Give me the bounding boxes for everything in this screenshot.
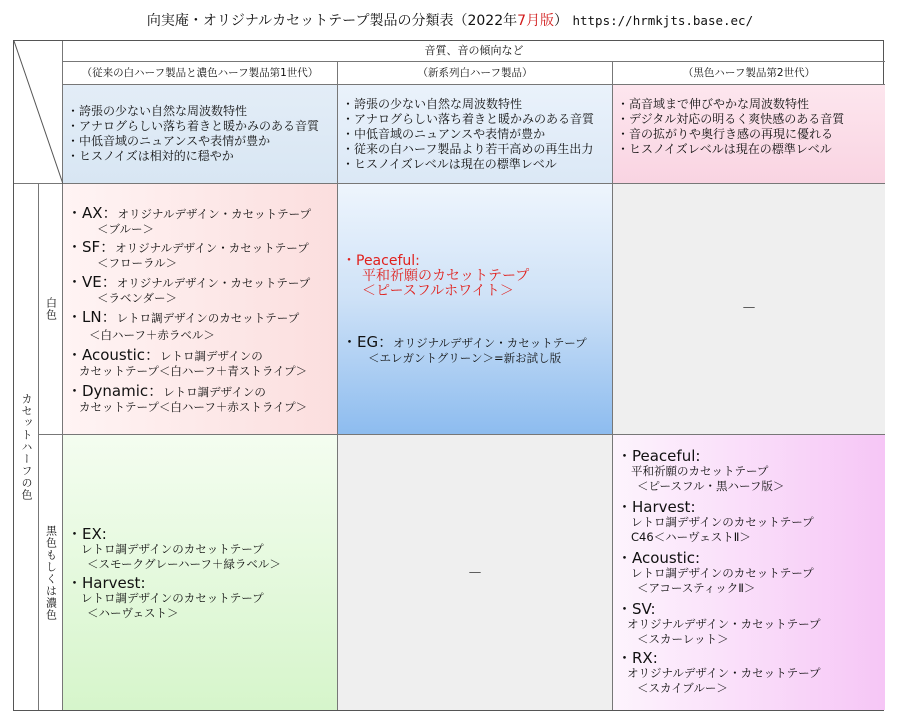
desc-line: ・従来の白ハーフ製品より若干高めの再生出力 [342,142,594,156]
desc-line: ・中低音域のニュアンスや表情が豊か [67,134,271,148]
product-name: ・Dynamic： [67,382,164,400]
list-item [67,309,335,344]
header-top: 音質、音の傾向など [63,41,885,62]
title-month: 7月版 [517,13,555,29]
product-name: ・SV: [617,600,656,618]
col2-label: （新系列白ハーフ製品） [338,62,613,85]
col3-label: （黒色ハーフ製品第2世代） [613,62,885,85]
black-label-text: 黒色もしくは濃色 [44,524,58,621]
product-desc: レトロ調デザインの [163,385,266,399]
white-col3-cell [613,184,885,435]
desc-line: ・デジタル対応の明るく爽快感のある音質 [617,112,845,126]
product-sub: ＜スカーレット＞ [637,632,729,646]
product-desc: レトロ調デザインのカセットテープ [81,591,264,605]
desc-line: ・アナログらしい落ち着きと暖かみのある音質 [342,112,595,126]
empty-dash: － [467,564,483,582]
title-close: ） [554,13,569,29]
desc-line: ・中低音域のニュアンスや表情が豊か [342,127,546,141]
desc-line: ・誇張の少ない自然な周波数特性 [67,104,248,118]
row-group-label [14,184,39,710]
list-item [617,551,883,596]
title-text: 向実庵・オリジナルカセットテープ製品の分類表（2022年 [146,13,518,29]
product-desc: オリジナルデザイン・カセットテープ [627,617,821,631]
product-sub: ＜フローラル＞ [97,256,178,270]
product-desc: オリジナルデザイン・カセットテープ [393,336,587,350]
empty-dash: － [741,299,757,317]
peaceful-item [342,254,610,299]
corner-diagonal [14,41,63,184]
product-name: ・AX： [67,204,118,222]
list-item [67,527,335,572]
product-name: ・Peaceful: [342,253,420,269]
product-name: ・Harvest: [67,574,146,592]
product-sub: ＜スモークグレーハーフ＋緑ラベル＞ [87,557,281,571]
black-col1-cell [63,435,338,710]
product-sub: カセットテープ＜白ハーフ＋赤ストライプ＞ [79,400,308,414]
classification-table [13,40,884,711]
title-url[interactable]: https://hrmkjts.base.ec/ [572,13,754,28]
list-item [67,347,335,379]
row-label-white [39,184,63,435]
list-item [617,602,883,647]
product-sub: ＜ピースフルホワイト＞ [362,283,514,299]
desc-line: ・誇張の少ない自然な周波数特性 [342,97,523,111]
product-desc: 平和祈願のカセットテープ [362,268,530,284]
product-name: ・EG： [342,333,394,351]
col2-description [338,85,613,184]
product-desc: オリジナルデザイン・カセットテープ [627,666,821,680]
product-desc: オリジナルデザイン・カセットテープ [117,207,312,221]
list-item [67,205,335,237]
white-col1-cell [63,184,338,435]
product-sub: ＜アコースティックⅡ＞ [637,581,756,595]
product-desc: レトロ調デザインの [160,349,263,363]
page-title [0,10,900,30]
col1-description [63,85,338,184]
product-name: ・EX: [67,525,107,543]
product-name: ・Acoustic： [67,346,161,364]
product-desc: レトロ調デザインのカセットテープ [631,566,814,580]
col3-description [613,85,885,184]
product-desc: オリジナルデザイン・カセットテープ [116,276,311,290]
corner-cell [14,41,63,184]
eg-item [342,334,610,366]
product-desc: オリジナルデザイン・カセットテープ [115,241,309,255]
product-sub: ＜スカイブルー＞ [637,681,728,695]
product-sub: ＜ラベンダー＞ [97,291,178,305]
product-name: ・Acoustic: [617,549,701,567]
product-sub: カセットテープ＜白ハーフ＋青ストライプ＞ [79,364,308,378]
product-sub: C46＜ハーヴェストⅡ＞ [631,530,751,544]
black-col2-cell [338,435,613,710]
list-item [67,576,335,621]
desc-line: ・ヒスノイズは相対的に穏やか [67,149,234,163]
product-name: ・VE： [67,273,117,291]
list-item [617,651,883,696]
product-name: ・RX: [617,649,658,667]
white-col2-cell [338,184,613,435]
desc-line: ・ヒスノイズレベルは現在の標準レベル [342,157,557,171]
black-col3-cell [613,435,885,710]
desc-line: ・アナログらしい落ち着きと暖かみのある音質 [67,119,320,133]
product-sub: ＜ピースフル・黒ハーフ版＞ [637,479,785,493]
product-name: ・LN： [67,308,117,326]
list-item [67,239,335,271]
list-item [617,449,883,494]
product-desc: レトロ調デザインのカセットテープ [81,542,264,556]
product-name: ・Peaceful: [617,447,701,465]
product-desc: レトロ調デザインのカセットテープ [631,515,814,529]
product-sub: ＜エレガントグリーン＞=新お試し版 [368,351,562,365]
product-sub: ＜ブルー＞ [97,222,155,236]
list-item [617,500,883,545]
product-desc: レトロ調デザインのカセットテープ [116,311,300,325]
half-color-label: カセットハーフの色 [20,393,33,501]
product-desc: 平和祈願のカセットテープ [631,464,769,478]
desc-line: ・音の拡がりや奥行き感の再現に優れる [617,127,834,141]
white-label-text: 白色 [44,297,58,321]
product-name: ・SF： [67,238,116,256]
desc-line: ・高音域まで伸びやかな周波数特性 [617,97,810,111]
desc-line: ・ヒスノイズレベルは現在の標準レベル [617,142,832,156]
list-item [67,383,335,415]
row-label-black [39,435,63,710]
col1-label: （従来の白ハーフ製品と濃色ハーフ製品第1世代） [63,62,338,85]
product-name: ・Harvest: [617,498,696,516]
product-sub: ＜ハーヴェスト＞ [87,606,179,620]
product-sub: ＜白ハーフ＋赤ラベル＞ [89,328,215,342]
list-item [67,274,335,306]
